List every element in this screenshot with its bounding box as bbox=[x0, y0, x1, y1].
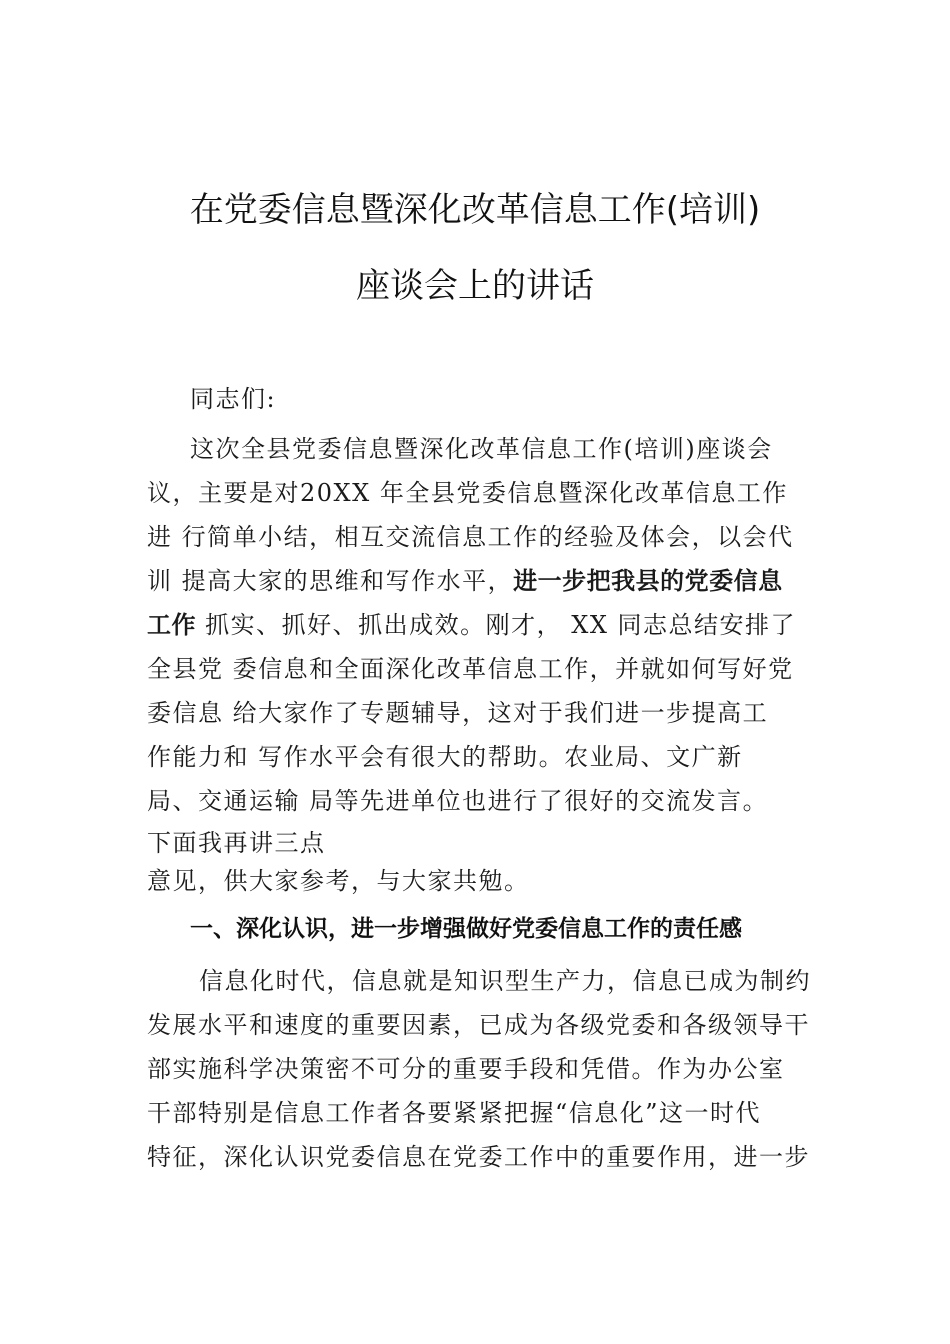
paragraph-line: 进 行简单小结，相互交流信息工作的经验及体会，以会代 bbox=[147, 523, 794, 551]
paragraph-line: 议，主要是对20XX 年全县党委信息暨深化改革信息工作 bbox=[147, 479, 788, 507]
section-heading: 一、深化认识，进一步增强做好党委信息工作的责任感 bbox=[190, 916, 742, 942]
paragraph-line: 特征，深化认识党委信息在党委工作中的重要作用，进一步 bbox=[147, 1143, 810, 1171]
paragraph-line bbox=[147, 610, 796, 640]
paragraph-line bbox=[147, 566, 783, 596]
paragraph-line: 部实施科学决策密不可分的重要手段和凭借。作为办公室 bbox=[147, 1055, 785, 1083]
paragraph-line: 干部特别是信息工作者各要紧紧把握“信息化”这一时代 bbox=[147, 1099, 762, 1127]
paragraph-line: 下面我再讲三点 bbox=[147, 829, 326, 857]
paragraph-text: 抓实、抓好、抓出成效。刚才， XX 同志总结安排了 bbox=[196, 611, 797, 639]
emphasis-text: 工作 bbox=[147, 611, 196, 639]
emphasis-text: 进一步把我县的党委信息 bbox=[513, 567, 783, 595]
paragraph-line: 发展水平和速度的重要因素，已成为各级党委和各级领导干 bbox=[147, 1011, 810, 1039]
paragraph-line: 全县党 委信息和全面深化改革信息工作，并就如何写好党 bbox=[147, 655, 794, 683]
paragraph-line: 委信息 给大家作了专题辅导，这对于我们进一步提高工 bbox=[147, 699, 769, 727]
paragraph-line: 信息化时代，信息就是知识型生产力，信息已成为制约 bbox=[199, 967, 811, 995]
salutation: 同志们: bbox=[190, 385, 277, 413]
paragraph-line: 意见，供大家参考，与大家共勉。 bbox=[147, 867, 530, 895]
title-line-1: 在党委信息暨深化改革信息工作(培训) bbox=[189, 190, 761, 230]
paragraph-line: 这次全县党委信息暨深化改革信息工作(培训)座谈会 bbox=[190, 435, 773, 463]
paragraph-line: 局、交通运输 局等先进单位也进行了很好的交流发言。 bbox=[147, 787, 769, 815]
paragraph-line: 作能力和 写作水平会有很大的帮助。农业局、文广新 bbox=[147, 743, 743, 771]
title-line-2: 座谈会上的讲话 bbox=[356, 266, 594, 306]
paragraph-text: 训 提高大家的思维和写作水平， bbox=[147, 567, 514, 595]
